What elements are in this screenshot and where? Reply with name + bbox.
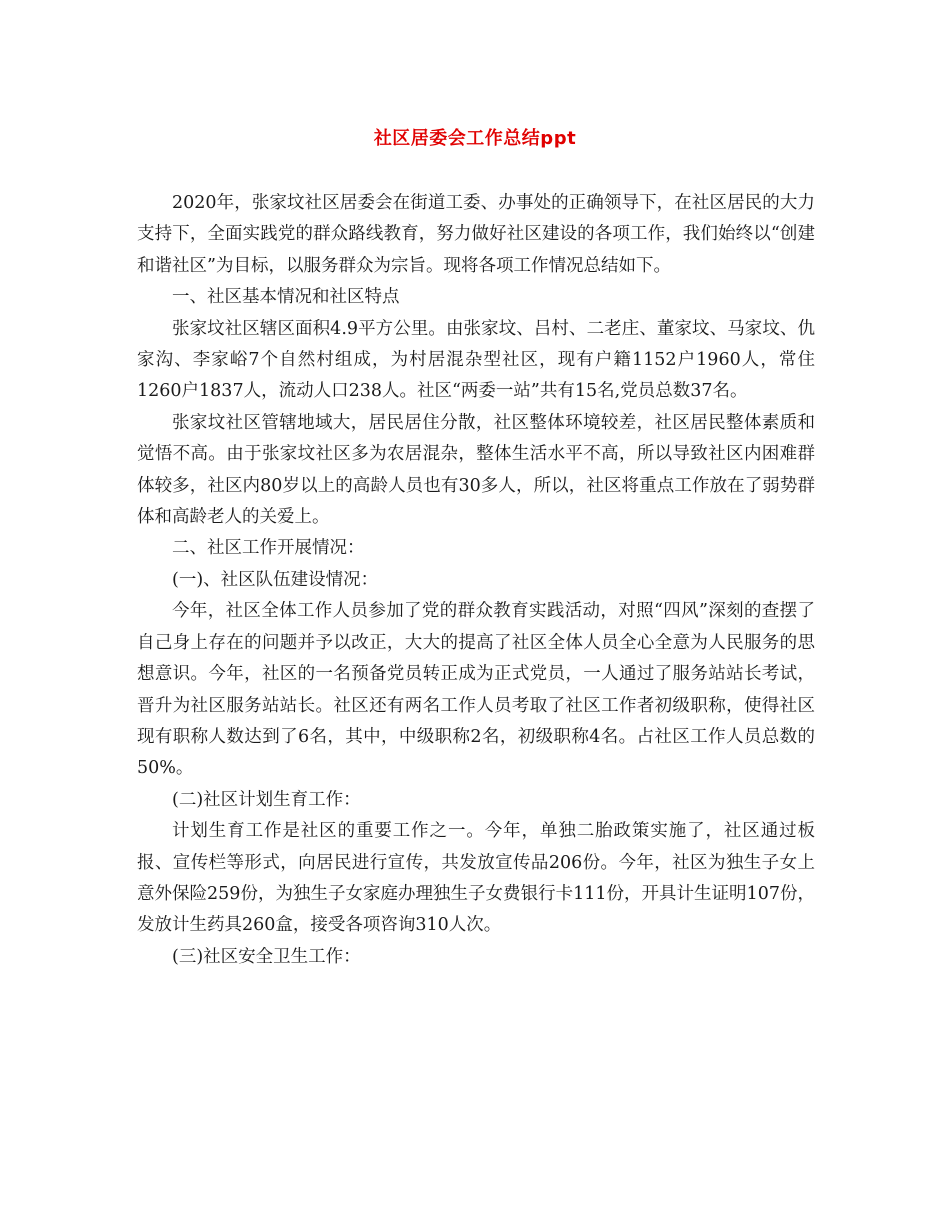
document-title: 社区居委会工作总结ppt	[373, 128, 577, 149]
subsection-heading-1: (一)、社区队伍建设情况：	[172, 569, 379, 590]
paragraph-basic-info: 张家坟社区辖区面积4.9平方公里。由张家坟、吕村、二老庄、董家坟、马家坟、仇家沟、李家峪7个自然村组成，为村居混杂型社区，现有户籍1152户1960人，常住1260户1837人，流动人口238人。社区“两委一站”共有15名,党员总数37名。	[137, 318, 815, 402]
section-heading-2: 二、社区工作开展情况：	[172, 538, 365, 559]
subsection-heading-2: (二)社区计划生育工作：	[172, 789, 361, 810]
paragraph-intro: 2020年，张家坟社区居委会在街道工委、办事处的正确领导下，在社区居民的大力支持下，全面实践党的群众路线教育，努力做好社区建设的各项工作，我们始终以“创建和谐社区”为目标，以服务群众为宗旨。现将各项工作情况总结如下。	[137, 193, 815, 276]
paragraph-team-building: 今年，社区全体工作人员参加了党的群众教育实践活动，对照“四风”深刻的查摆了自己身上存在的问题并予以改正，大大的提高了社区全体人员全心全意为人民服务的思想意识。今年，社区的一名预备党员转正成为正式党员，一人通过了服务站站长考试，晋升为社区服务站站长。社区还有两名工作人员考取了社区工作者初级职称，使得社区现有职称人数达到了6名，其中，中级职称2名，初级职称4名。占社区工作人员总数的50%。	[137, 601, 815, 779]
section-heading-1: 一、社区基本情况和社区特点	[172, 287, 400, 308]
paragraph-characteristics: 张家坟社区管辖地域大，居民居住分散，社区整体环境较差，社区居民整体素质和觉悟不高。由于张家坟社区多为农居混杂，整体生活水平不高，所以导致社区内困难群体较多，社区内80岁以上的高龄人员也有30多人，所以，社区将重点工作放在了弱势群体和高龄老人的关爱上。	[137, 412, 815, 528]
subsection-heading-3: (三)社区安全卫生工作：	[172, 946, 361, 967]
paragraph-family-planning: 计划生育工作是社区的重要工作之一。今年，单独二胎政策实施了，社区通过板报、宣传栏等形式，向居民进行宣传，共发放宣传品206份。今年，社区为独生子女上意外保险259份，为独生子女家庭办理独生子女费银行卡111份，开具计生证明107份，发放计生药具260盒，接受各项咨询310人次。	[137, 821, 815, 936]
document-body	[137, 188, 815, 973]
